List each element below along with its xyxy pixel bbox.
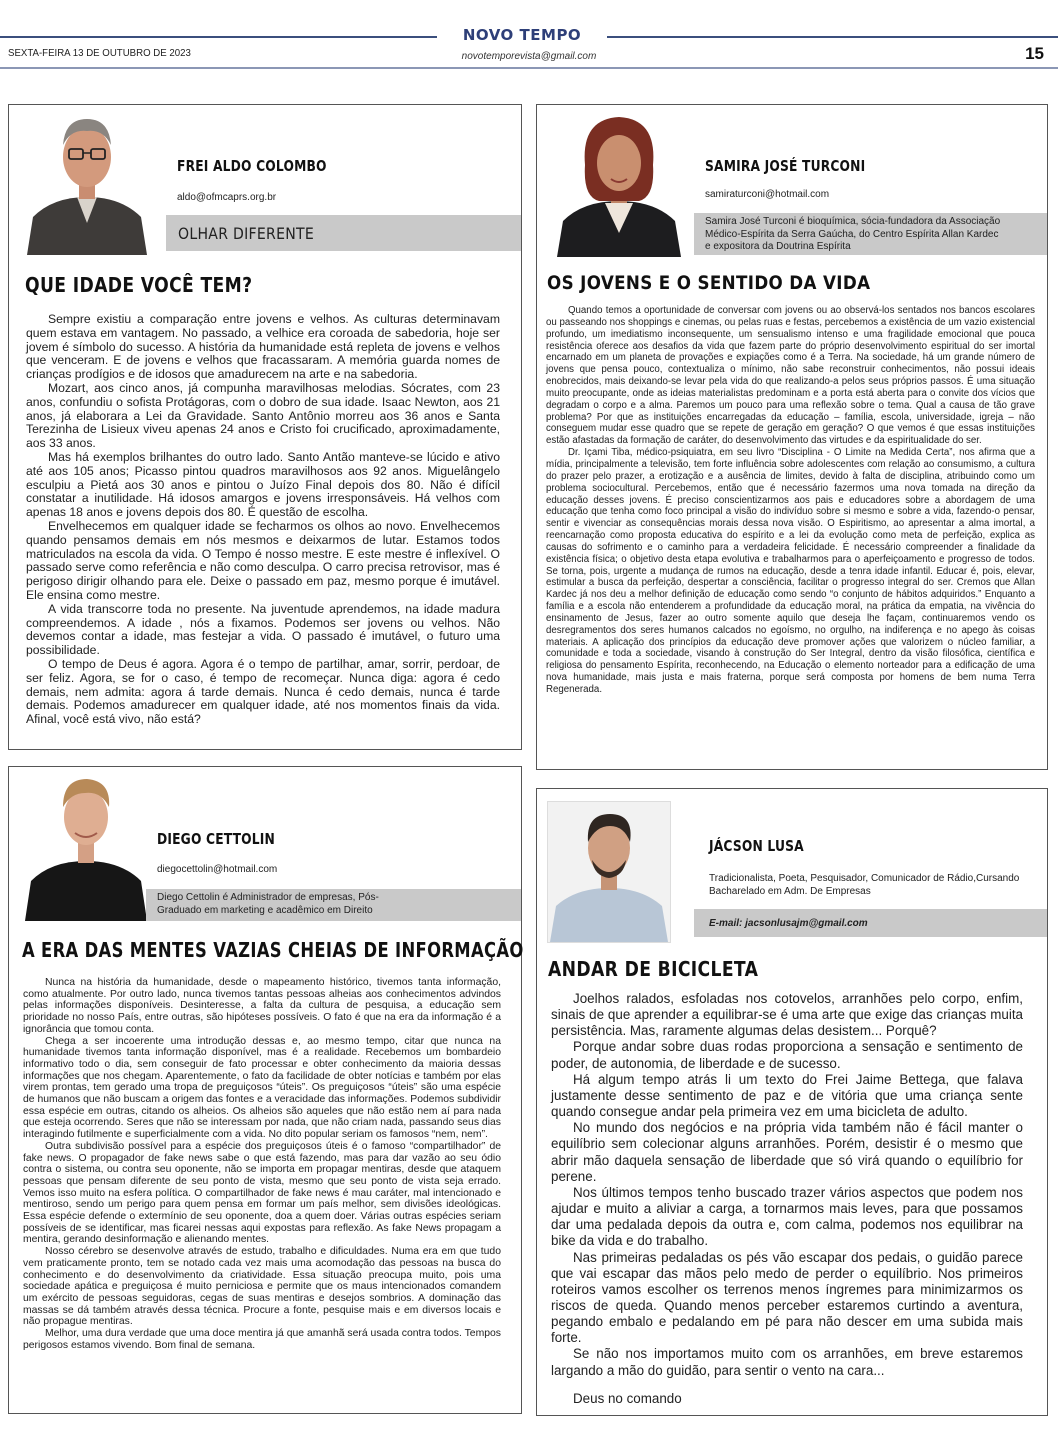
paragraph: Nas primeiras pedaladas os pés vão escapar dos pedais, o guidão parece que vai escapar das mãos pelo medo de perder o equilíbrio. Nos primeiros roteiros vamos escolher os terrenos menos íngremes para minimizarmos os riscos de queda. Quando menos perceber estaremos curtindo a aventura, pegando embalo e pedalando em pé para não descer em uma subida mais forte. [551, 1249, 1023, 1346]
article-body [26, 313, 500, 727]
paragraph: Nosso cérebro se desenvolve através de estudo, trabalho e dificuldades. Numa era em que tudo vem praticamente pronto, tem se notado cada vez mais uma acomodação das pessoas na busca do conhecimento e do desenvolvimento da criatividade. Essa situação preocupa muito, pois uma sociedade apática e preguiçosa é muito perniciosa e permite que os maus intencionados comandem um exército de pessoas seguidoras, cegas de suas mentiras e desejos sombrios. A dominação das massas se dá também através dessa técnica. Procure a fonte, pesquise mais e em diversos locais e não propague mentiras. [23, 1246, 501, 1328]
paragraph: Nunca na história da humanidade, desde o mapeamento histórico, tivemos tanta informação, como atualmente. Por outro lado, nunca tivemos tantas pessoas alheias aos conhecimentos advindos pelas informações disponíveis. Desinteresse, a falta da cultura de pesquisa, a educação sem prioridade no nosso País, entre outras, são hipóteses possíveis. O fato é que na era da informação é a ignorância que tomou conta. [23, 977, 501, 1035]
paragraph: Porque andar sobre duas rodas proporciona a sensação e sentimento de poder, de autonomia, de liberdade e de sucesso. [551, 1039, 1023, 1071]
article-body [23, 977, 501, 1352]
author-photo [547, 801, 671, 943]
paragraph: Joelhos ralados, esfoladas nos cotovelos, arranhões pelo corpo, enfim, sinais de que aprender a equilibrar-se é uma arte que exige das crianças muita persistência. Mas, raramente algumas delas desistem... Porquê? [551, 991, 1023, 1039]
author-portrait-icon [548, 802, 670, 942]
author-email-bar [694, 909, 1047, 937]
author-name: DIEGO CETTOLIN [157, 830, 275, 848]
author-email: diegocettolin@hotmail.com [157, 864, 278, 875]
paragraph: Dr. Içami Tiba, médico-psiquiatra, em seu livro “Disciplina - O Limite na Medida Certa”, nos afirma que a mídia, principalmente a televisão, tem forte influência sobre adolescentes com relação ao consumismo, a cultura do prazer pelo prazer, a erotização e a ausência de limites, devido à falta de disciplina, atribuindo como um problema sociocultural. Percebemos, então que é necessário fazermos uma nova tomada na direção da educação desses jovens. É preciso conscientizarmos aos pais e educadores sobre a abordagem de uma educação que tenha como foco principal a visão do indivíduo sobre si mesmo e sobre a vida, fazendo-o pensar, sentir e vivenciar as consequências morais dessa nova visão. O Espiritismo, ao apresentar a alma imortal, a reencarnação como proposta educativa do espírito e a lei da evolução como meta de perfeição, explica as causas do sofrimento e o caminho para a verdadeira felicidade. É necessário compreender a finalidade da existência física; o objetivo desta etapa evolutiva e trabalharmos para o aperfeiçoamento e progresso de todos. Se torna, pois, urgente a mudança de rumos na educação, desde a tenra idade infantil. Educar é, pois, elevar, estimular a busca da perfeição, despertar a consciência, facilitar o progresso integral do ser. Cremos que Allan Kardec já nos deu a melhor definição de educação como sendo “o conjunto de hábitos adquiridos.” Enquanto a família e a escola não entenderem a profundidade da educação moral, na prática da empatia, na vivência do ensinamento de Jesus, fazer ao outro somente aquilo que deseja lhe façam, continuaremos vendo os desregramentos dos seres humanos calcados no egoísmo, no orgulho, na indiferença e no apego às coisas materiais. A aplicação dos princípios da educação deve promover ações que valorizem o núcleo familiar, a comunidade e toda a sociedade, visando à construção do Ser Integral, dentro da visão filosófica, científica e religiosa do pensamento Espírita, reconhecendo, na Educação o elemento norteador para a edificação de uma nova humanidade, mais justa e mais fraterna, porque será composta por homens de bem numa Terra Regenerada. [546, 447, 1035, 695]
header-bottom-rule [0, 67, 1058, 69]
article-headline: OS JOVENS E O SENTIDO DA VIDA [547, 272, 871, 294]
paragraph: A vida transcorre toda no presente. Na juventude aprendemos, na idade madura compreendemos. A idade , nós a fixamos. Podemos ser jovens ou velhos. Não devemos contar a idade, mas festejar a vida. O passado é imutável, o futuro uma possibilidade. [26, 601, 500, 658]
paragraph: Outra subdivisão possível para a espécie dos preguiçosos úteis é o famoso “compartilhador” de fake news. O propagador de fake news sabe o que está fazendo, mas para dar vazão ao seu ódio contra o sistema, ou contra seu oponente, não se importa em propagar mentiras, desde que ataquem pessoas que pensam diferente de seu ponto de vista, mesmo que seu ponto de vista seja errado. Vemos isso muito na esfera política. O compartilhador de fake news é mau caráter, mal intencionado e mentiroso, sendo um perigo para quem pensa em formar um país melhor, sem divisões ideológicas. Essa espécie defende o extermínio de seu oponente, doa a quem doer. Várias outras espécies seriam possíveis de se identificar, mas ficarei nessas aqui expostas para reflexão. As fake News propagam a mentira, gerando desinformação e alienando mentes. [23, 1140, 501, 1246]
issue-date: SEXTA-FEIRA 13 DE OUTUBRO DE 2023 [8, 47, 191, 59]
author-portrait-icon [555, 105, 683, 257]
column-name: OLHAR DIFERENTE [178, 224, 315, 243]
paragraph: Se não nos importamos muito com os arranhões, em breve estaremos largando a mão do guidão, para sentir o vento na cara... [551, 1346, 1023, 1378]
paragraph: Melhor, uma dura verdade que uma doce mentira já que amanhã será usada contra todos. Tempos perigosos estamos vivendo. Bom final de semana. [23, 1328, 501, 1351]
paragraph: Nos últimos tempos tenho buscado trazer vários aspectos que podem nos ajudar e muito a aliviar a carga, a tornarmos mais leves, para que possamos dar uma pedalada depois da outra e, com calma, podemos nos equilibrar na bike da vida e do trabalho. [551, 1184, 1023, 1249]
author-bio: Samira José Turconi é bioquímica, sócia-fundadora da Associação Médico-Espírita da Serra Gaúcha, do Centro Espírita Allan Kardec e expositora da Doutrina Espírita [705, 216, 1001, 252]
article-body [546, 305, 1035, 696]
author-bio-bar [146, 889, 521, 921]
author-portrait-icon [23, 769, 149, 921]
page-header [0, 0, 1058, 72]
paragraph: O tempo de Deus é agora. Agora é o tempo de partilhar, amar, sorrir, perdoar, de ser feliz. Agora, se for o caso, é tempo de recomeçar. Nunca diga: agora é cedo demais, nem admita: agora á tarde demais. Nunca é cedo demais, nunca é tarde demais. Podemos amadurecer em qualquer idade, até nos momentos finais da vida. Afinal, você está vivo, não está? [26, 656, 500, 727]
author-bio: Tradicionalista, Poeta, Pesquisador, Comunicador de Rádio,Cursando Bacharelado em Adm. De Empresas [709, 873, 1020, 897]
author-email: samiraturconi@hotmail.com [705, 189, 830, 200]
author-photo [555, 105, 683, 257]
paragraph: No mundo dos negócios e na própria vida também não é fácil manter o equilíbrio sem colecionar alguns arranhões. Porém, desistir é o mesmo que abrir mão daquela sensação de liberdade que só virá quando o equilíbrio for perene. [551, 1120, 1023, 1184]
author-bio-bar [694, 213, 1047, 255]
paragraph: Sempre existiu a comparação entre jovens e velhos. As culturas determinavam quem estava em vantagem. No passado, a velhice era coroada de sabedoria, hoje ser jovem é símbolo do sucesso. A história da humanidade está repleta de jovens e velhos que venceram. E de jovens e velhos que fracassaram. A memória guarda nomes de crianças prodígios e de idosos que amadurecem na arte e na sabedoria. [26, 312, 500, 382]
article-headline: QUE IDADE VOCÊ TEM? [25, 273, 253, 297]
paragraph: Chega a ser incoerente uma introdução dessas e, ao mesmo tempo, citar que nunca na humanidade tivemos tanta informação disponível, mas é a realidade. Recebemos um bombardeio informativo todo o dia, sem conseguir de fato processar e obter conhecimento da maioria dessas informações que nos chegam. Aparentemente, o fato da facilidade de obter notícias e também por elas virem prontas, tem gerado uma tropa de preguiçosos “úteis”. Os preguiçosos “úteis” são uma espécie de humanos que não buscam a origem das fontes e a veracidade das informações. Podemos subdividir essa espécie em outras, citando os alheios. Os alheios são aqueles que não estão nem aí para nada que esteja ocorrendo. Seres que não se interessam por nada, que não criam nada, passando seus dias interagindo futilmente e superficialmente com a vida. No dito popular seriam os famosos “nem, nem”. [23, 1035, 501, 1141]
column-name-bar [166, 215, 521, 251]
newspaper-email: novotemporevista@gmail.com [461, 51, 597, 62]
article-body [551, 991, 1023, 1407]
author-name: FREI ALDO COLOMBO [177, 157, 327, 175]
author-email: aldo@ofmcaprs.org.br [177, 192, 277, 203]
page-number: 15 [1025, 44, 1044, 63]
author-bio: Diego Cettolin é Administrador de empresas, Pós-Graduado em marketing e acadêmico em Direito [157, 892, 379, 916]
author-email: E-mail: jacsonlusajm@gmail.com [709, 918, 868, 929]
newspaper-title: NOVO TEMPO [437, 26, 607, 48]
article-headline: A ERA DAS MENTES VAZIAS CHEIAS DE INFORMAÇÃO [22, 938, 524, 962]
paragraph: Há algum tempo atrás li um texto do Frei Jaime Bettega, que falava justamente desse sentimento de paz e de vitória que uma criança sente quando consegue andar pela primeira vez em uma bicicleta de adulto. [551, 1071, 1023, 1120]
article-headline: ANDAR DE BICICLETA [548, 957, 759, 981]
paragraph: Quando temos a oportunidade de conversar com jovens ou ao observá-los sentados nos bancos escolares ou passeando nos shoppings e cinemas, ou pelas ruas e festas, percebemos a existência de um vazio existencial profundo, um imediatismo inconsequente, um sensualismo intenso e uma fragilidade emocional que pouca resistência oferece aos desafios da vida que fazem parte do próprio desenvolvimento espiritual do ser imortal encarnado em um planeta de provações e expiações como é a Terra. Na sociedade, há um grande número de jovens que pensa pouco, contextualiza o mínimo, não sabe reconstruir conhecimentos, não possui ideais enobrecidos, mais deixando-se levar pela vida do que realizando-a pelos seus próprios passos. É uma situação muito preocupante, onde as ideias materialistas predominam e a porta está aberta para o convite dos vícios que degradam o corpo e a alma. Paremos um pouco para uma reflexão sobre o tema. Qual a causa de tão grave problema? Por que as instituições encarregadas da educação – família, escola, universidade, igreja – não conseguem mudar esse quadro que se repete de geração em geração? O que vemos é que essas instituições estão afastadas da formação de caráter, do desenvolvimento das virtudes e da espiritualidade do ser. [546, 305, 1035, 447]
paragraph: Envelhecemos em qualquer idade se fecharmos os olhos ao novo. Envelhecemos quando pensamos demais em nós mesmos e deixarmos de lutar. Estamos todos matriculados na escola da vida. O Tempo é nosso mestre. E este mestre é inflexível. O passado serve como referência e não como desculpa. O carro precisa retrovisor, mas é perigoso dirigir olhando para ele. Deixe o passado em paz, mesmo porque é imutável. Ele ensina como mestre. [26, 518, 500, 602]
author-portrait-icon [23, 105, 151, 255]
signoff: Deus no comando [573, 1390, 682, 1406]
author-photo [23, 105, 151, 255]
author-name: SAMIRA JOSÉ TURCONI [705, 157, 866, 175]
paragraph: Mas há exemplos brilhantes do outro lado. Santo Antão manteve-se lúcido e ativo até aos 105 anos; Picasso pintou quadros maravilhosos aos 92 anos. Miguelângelo esculpiu a Pietá aos 30 anos e pintou o Juízo Final depois dos 80. Não é difícil constatar a inutilidade. Há idosos amargos e jovens irresponsáveis. Há velhos com apenas 18 anos e jovens depois dos 80. É questão de escolha. [26, 449, 500, 520]
author-name: JÁCSON LUSA [709, 837, 804, 855]
author-photo [23, 769, 149, 921]
paragraph: Mozart, aos cinco anos, já compunha maravilhosas melodias. Sócrates, com 23 anos, confundiu o sofista Protágoras, com o dobro de sua idade. Isaac Newton, aos 21 anos, já elaborara a Lei da Gravidade. Santo Antônio morreu aos 36 anos e Santa Terezinha de Lisieux viveu apenas 24 anos e Cristo foi crucificado, aproximadamente, aos 33 anos. [26, 380, 500, 451]
